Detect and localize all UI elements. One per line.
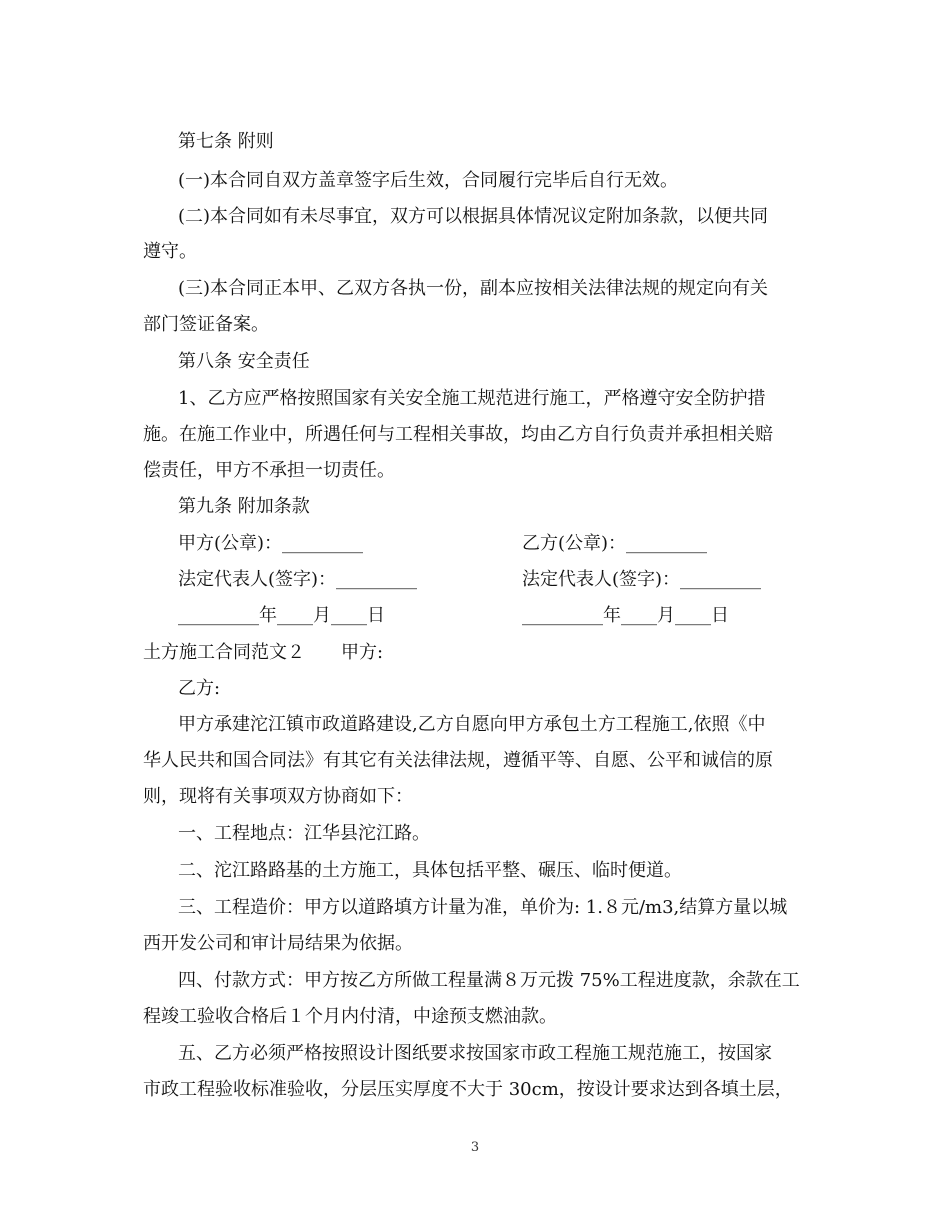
article-8-title: 第八条 安全责任 [178,351,310,372]
contract-2-party-b: 乙方: [178,678,221,699]
contract-2-item-3: 三、工程造价：甲方以道路填方计量为准，单价为: 1.８元/m3,结算方量以城 [178,897,788,918]
contract-2-item-4: 四、付款方式：甲方按乙方所做工程量满８万元拨 75%工程进度款，余款在工 [178,970,800,991]
article-7-clause-1: (一)本合同自双方盖章签字后生效，合同履行完毕后自行无效。 [178,170,679,191]
party-a-seal: 甲方(公章)：_________ [178,533,364,554]
party-b-representative: 法定代表人(签字)：_________ [522,569,762,590]
party-a-representative: 法定代表人(签字)：_________ [178,569,418,590]
contract-2-heading: 土方施工合同范文２ 甲方: [143,642,384,663]
contract-2-intro: 甲方承建沱江镇市政道路建设,乙方自愿向甲方承包土方工程施工,依照《中 [178,714,766,735]
contract-2-item-3-cont: 西开发公司和审计局结果为依据。 [143,933,413,954]
party-b-seal: 乙方(公章)：_________ [522,533,708,554]
article-7-clause-2: (二)本合同如有未尽事宜，双方可以根据具体情况议定附加条款，以便共同 [178,206,769,227]
party-b-date: _________年____月____日 [522,605,729,626]
page-number: 3 [470,1140,480,1155]
article-7-clause-2-cont: 遵守。 [143,241,197,262]
article-8-clause-1: 1、乙方应严格按照国家有关安全施工规范进行施工，严格遵守安全防护措 [178,388,766,409]
contract-2-item-2: 二、沱江路路基的土方施工，具体包括平整、碾压、临时便道。 [178,860,682,881]
contract-2-item-1: 一、工程地点：江华县沱江路。 [178,823,430,844]
contract-2-item-4-cont: 程竣工验收合格后１个月内付清，中途预支燃油款。 [143,1006,557,1027]
article-7-clause-3: (三)本合同正本甲、乙双方各执一份，副本应按相关法律法规的规定向有关 [178,278,769,299]
contract-2-intro-cont2: 则，现将有关事项双方协商如下： [143,786,413,807]
article-7-title: 第七条 附则 [178,131,274,152]
contract-2-intro-cont: 华人民共和国合同法》有其它有关法律法规，遵循平等、自愿、公平和诚信的原 [143,750,773,771]
party-a-date: _________年____月____日 [178,605,385,626]
contract-2-item-5: 五、乙方必须严格按照设计图纸要求按国家市政工程施工规范施工，按国家 [178,1043,772,1064]
contract-2-item-5-cont: 市政工程验收标准验收，分层压实厚度不大于 30cm，按设计要求达到各填土层， [143,1079,793,1100]
article-8-clause-1-cont: 施。在施工作业中，所遇任何与工程相关事故，均由乙方自行负责并承担相关赔 [143,424,773,445]
article-8-clause-1-cont2: 偿责任，甲方不承担一切责任。 [143,460,395,481]
article-9-title: 第九条 附加条款 [178,496,310,517]
article-7-clause-3-cont: 部门签证备案。 [143,314,269,335]
